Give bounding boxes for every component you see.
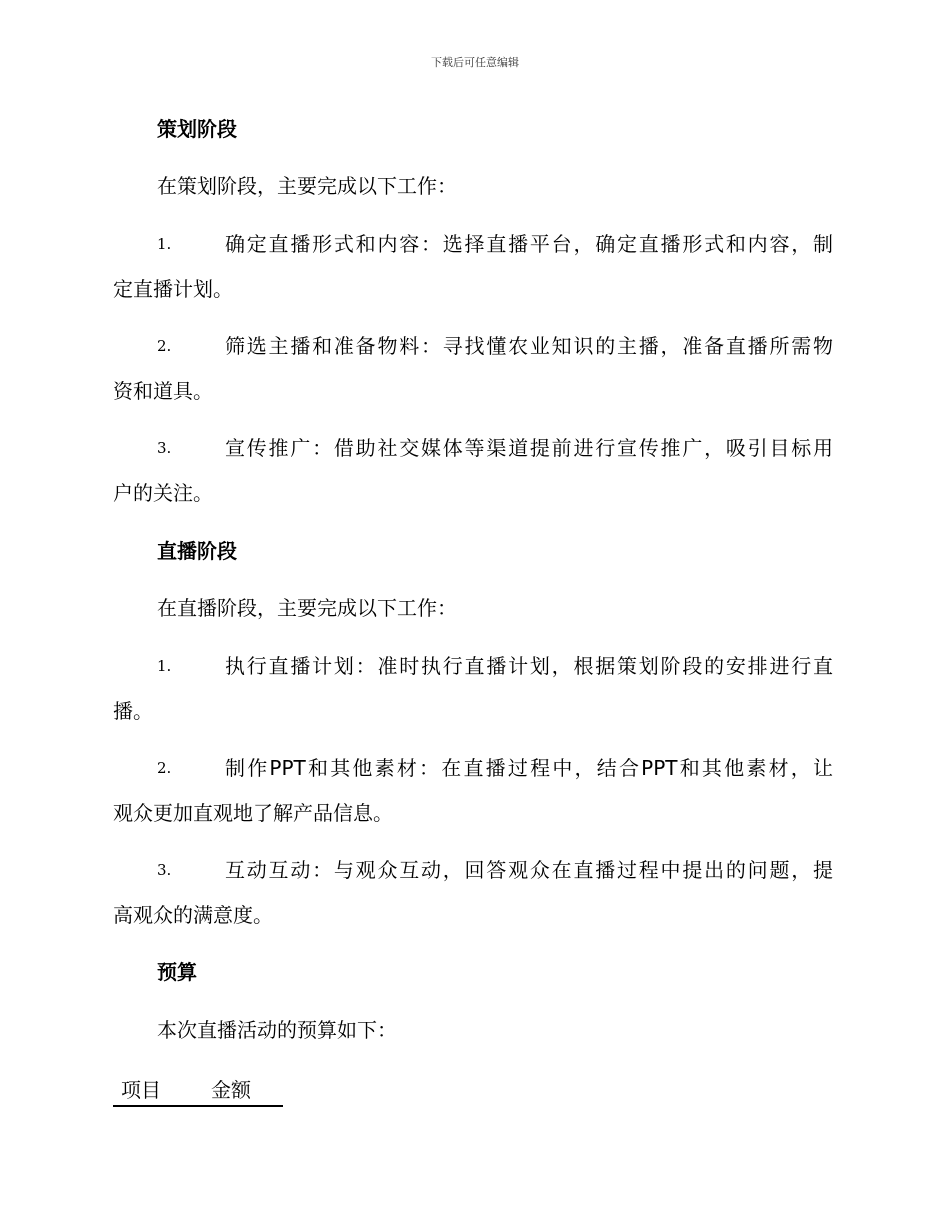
list-item [113,856,833,927]
section-heading-planning: 策划阶段 [157,117,237,141]
list-item-text-continued: 播。 [113,699,153,723]
list-item [113,652,833,723]
list-item-text: 宣传推广：借助社交媒体等渠道提前进行宣传推广，吸引目标用 [225,436,833,460]
list-item-text: 执行直播计划：准时执行直播计划，根据策划阶段的安排进行直 [225,654,833,678]
list-item [113,434,833,505]
list-item-number: 1. [157,235,172,253]
section-heading-live: 直播阶段 [157,539,237,563]
section-intro-planning: 在策划阶段，主要完成以下工作： [157,174,457,198]
list-item-text-continued: 定直播计划。 [113,277,233,301]
section-intro-live: 在直播阶段，主要完成以下工作： [157,596,457,620]
page-header-note: 下载后可任意编辑 [431,56,519,69]
list-item-text-continued: 高观众的满意度。 [113,903,273,927]
list-item-number: 2. [157,337,172,355]
list-item-text: 筛选主播和准备物料：寻找懂农业知识的主播，准备直播所需物 [225,334,833,358]
section-intro-budget: 本次直播活动的预算如下： [157,1018,397,1042]
list-item-text-continued: 户的关注。 [113,481,213,505]
list-item-text: 确定直播形式和内容：选择直播平台，确定直播形式和内容，制 [225,232,833,256]
section-heading-budget: 预算 [157,960,197,984]
list-item-text: 制作PPT和其他素材：在直播过程中，结合PPT和其他素材，让 [225,756,833,780]
list-item-number: 2. [157,759,172,777]
table-header-item: 项目 [121,1078,161,1102]
list-item-number: 3. [157,861,172,879]
list-item-text-continued: 资和道具。 [113,379,213,403]
list-item [113,754,833,825]
list-item-number: 3. [157,439,172,457]
list-item-number: 1. [157,657,172,675]
table-header-amount: 金额 [211,1078,251,1102]
list-item [113,332,833,403]
list-item [113,230,833,301]
budget-table [113,1074,283,1107]
list-item-text-continued: 观众更加直观地了解产品信息。 [113,801,393,825]
list-item-text: 互动互动：与观众互动，回答观众在直播过程中提出的问题，提 [225,858,833,882]
